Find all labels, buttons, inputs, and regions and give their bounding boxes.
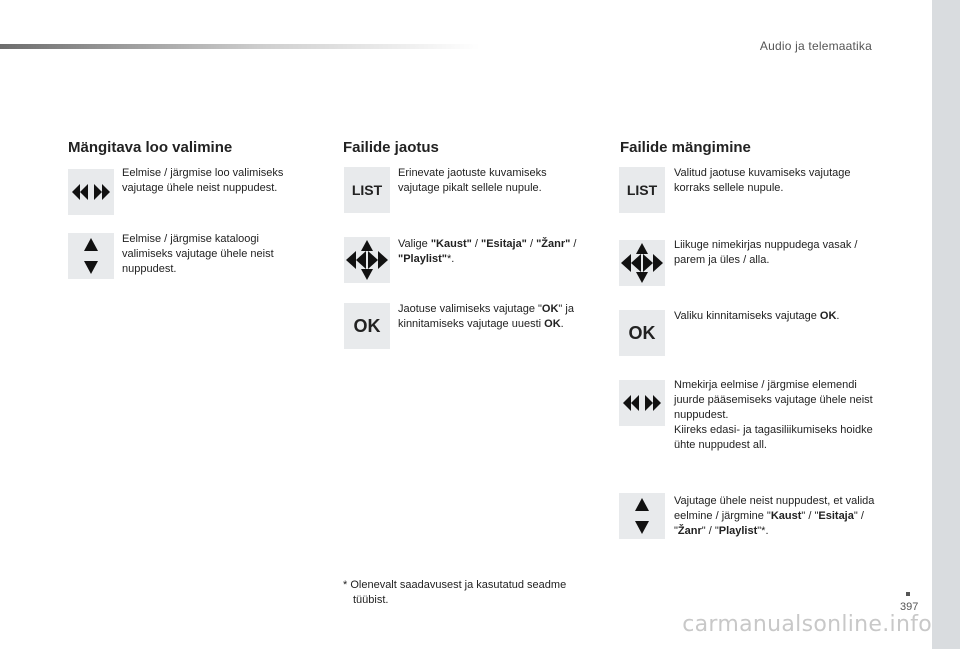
option-artist: "Esitaja": [481, 238, 527, 250]
footnote: [343, 578, 566, 608]
up-down-arrows-icon: [619, 493, 665, 539]
text-part: Valiku kinnitamiseks vajutage: [674, 310, 820, 322]
text-part: Valige: [398, 238, 431, 250]
footnote-line: * Olenevalt saadavusest ja kasutatud seadme: [343, 579, 567, 591]
column-title-file-sorting: Failide jaotus: [343, 139, 439, 156]
ok-button-icon: [344, 303, 390, 349]
playback-list-description: Valitud jaotuse kuvamiseks vajutage korraks sellele nupule.: [674, 167, 851, 194]
playback-sorting-description: [674, 494, 884, 539]
option-folder: "Kaust": [430, 238, 472, 250]
column-title-file-playback: Failide mängimine: [620, 139, 751, 156]
ok-keyword: OK: [544, 318, 561, 330]
text-part: .: [836, 310, 840, 322]
footnote-line: tüübist.: [353, 594, 389, 606]
prev-next-arrows-icon: [619, 380, 665, 426]
sorting-options-description: [398, 237, 598, 267]
text-part: /: [471, 238, 481, 250]
ok-button-icon: [619, 310, 665, 356]
right-edge-strip: [932, 0, 960, 649]
watermark: carmanualsonline.info: [682, 612, 932, 637]
ok-button-label: OK: [353, 315, 381, 336]
folder-prev-next-description: Eelmise / järgmise kataloogi valimiseks vajutage ühele neist nuppudest.: [122, 233, 274, 275]
ok-keyword: OK: [541, 303, 559, 315]
column-title-track-selection: Mängitava loo valimine: [68, 139, 233, 156]
option-genre: Žanr: [677, 525, 702, 537]
playback-prev-next-description: [674, 378, 884, 453]
ok-keyword: OK: [819, 310, 837, 322]
text-line: Nmekirja eelmise / järgmise elemendi juurde pääsemiseks vajutage ühele neist nuppudest.: [674, 379, 873, 421]
list-button-label: LIST: [626, 182, 658, 198]
text-part: " / ": [801, 510, 819, 522]
text-part: /: [526, 238, 537, 250]
option-genre: "Žanr": [536, 238, 571, 250]
list-button-icon: [619, 167, 665, 213]
text-part: " ja kinnitamiseks vajutage uuesti: [398, 303, 574, 330]
sorting-confirm-description: [398, 302, 593, 332]
option-playlist: Playlist: [718, 525, 758, 537]
playback-navigate-description: Liikuge nimekirjas nuppudega vasak / parem ja üles / alla.: [674, 239, 858, 266]
header-gradient-bar: [0, 44, 480, 49]
playback-confirm-description: [674, 309, 884, 324]
option-playlist: "Playlist": [398, 253, 447, 265]
text-part: Vajutage ühele neist nuppudest, et valida eelmine / järgmine ": [674, 495, 875, 522]
four-way-arrows-icon: [344, 237, 390, 283]
list-button-icon: [344, 167, 390, 213]
up-down-arrows-icon: [68, 233, 114, 279]
ok-button-label: OK: [628, 322, 656, 343]
prev-next-arrows-icon: [68, 169, 114, 215]
option-folder: Kaust: [770, 510, 802, 522]
text-part: .: [560, 318, 564, 330]
text-part: Jaotuse valimiseks vajutage ": [398, 303, 542, 315]
page-number: 397: [900, 601, 919, 613]
section-title: Audio ja telemaatika: [759, 39, 872, 53]
track-prev-next-description: Eelmise / järgmise loo valimiseks vajutage ühele neist nuppudest.: [122, 167, 284, 194]
list-button-label: LIST: [351, 182, 383, 198]
four-way-arrows-icon: [619, 240, 665, 286]
text-part: "*.: [757, 525, 769, 537]
text-part: *.: [446, 253, 455, 265]
text-line: Kiireks edasi- ja tagasiliikumiseks hoidke ühte nuppudest all.: [674, 424, 873, 451]
text-part: /: [570, 238, 577, 250]
text-part: " / ": [701, 525, 719, 537]
option-artist: Esitaja: [818, 510, 854, 522]
page-marker: [906, 592, 910, 596]
text-part: " / ": [674, 510, 864, 537]
sorting-list-description: Erinevate jaotuste kuvamiseks vajutage pikalt sellele nupule.: [398, 167, 547, 194]
